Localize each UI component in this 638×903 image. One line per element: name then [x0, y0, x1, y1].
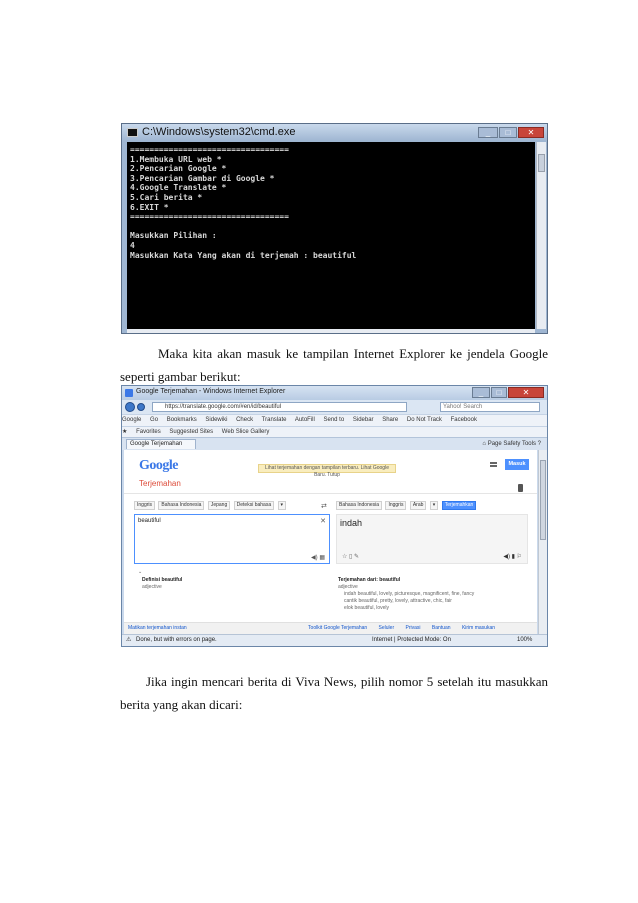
search-box[interactable]: Yahoo! Search: [440, 402, 540, 412]
toolbar-share[interactable]: Share: [382, 417, 399, 423]
status-bar: [122, 634, 547, 647]
cmd-line: =================================: [130, 145, 289, 154]
listen-keyboard-icon[interactable]: ◀) ▦: [311, 555, 325, 561]
cmd-line: [130, 222, 356, 232]
tab-tools: [482, 439, 541, 449]
paragraph1-line2: seperti gambar berikut:: [120, 369, 241, 384]
logo-text: Google: [139, 458, 178, 473]
src-lang-dropdown-icon[interactable]: ▾: [278, 501, 287, 510]
dict-row: cantik beautiful, pretty, lovely, attractive, chic, fair: [344, 598, 452, 604]
paragraph2-line2: berita yang akan dicari:: [120, 697, 243, 712]
help-icon[interactable]: ?: [537, 441, 541, 447]
google-logo[interactable]: [139, 458, 178, 474]
definition-pos: adjective: [142, 584, 162, 590]
translation-title: Terjemahan dari: beautiful: [338, 577, 401, 583]
toolbar-google[interactable]: Google: [122, 417, 142, 423]
translation-text: indah: [340, 518, 363, 528]
clear-icon[interactable]: ✕: [320, 518, 326, 525]
translation-heading: [338, 577, 400, 584]
favorites-button[interactable]: Favorites: [136, 429, 161, 435]
toolbar-dnt[interactable]: Do Not Track: [406, 417, 442, 423]
cmd-scrollbar[interactable]: [536, 142, 546, 329]
toolbar-facebook[interactable]: Facebook: [450, 417, 477, 423]
toolbar-check[interactable]: Check: [236, 417, 254, 423]
src-lang-indonesia[interactable]: Bahasa Indonesia: [158, 501, 204, 510]
home-icon[interactable]: ⌂: [482, 441, 487, 447]
rate-edit-icons[interactable]: ☆ ▯ ✎: [342, 554, 360, 560]
apps-menu-icon[interactable]: [490, 462, 497, 467]
ie-title-bar: [122, 386, 547, 400]
page-menu[interactable]: Page: [487, 441, 502, 447]
cmd-line: 4: [130, 240, 135, 250]
cmd-line: 5.Cari berita *: [130, 192, 203, 202]
dst-lang-arab[interactable]: Arab: [410, 501, 427, 510]
toolbar-autofill[interactable]: AutoFill: [294, 417, 315, 423]
source-text: beautiful: [138, 518, 161, 524]
address-bar: [122, 400, 547, 414]
ie-window: [121, 385, 548, 647]
status-zone: Internet | Protected Mode: On: [372, 637, 451, 643]
cmd-output: [130, 145, 356, 260]
cmd-line: 4.Google Translate *: [130, 183, 227, 193]
src-lang-inggris[interactable]: Inggris: [134, 501, 155, 510]
notice-banner: Lihat terjemahan dengan tampilan terbaru. Lihat Google Baru. Tutup: [258, 464, 396, 473]
status-text: Done, but with errors on page.: [136, 637, 217, 643]
dst-lang-indonesia[interactable]: Bahasa Indonesia: [336, 501, 382, 510]
tab-google-terjemahan[interactable]: Google Terjemahan: [126, 439, 196, 449]
paragraph2-line1: Jika ingin mencari berita di Viva News, pilih nomor 5 setelah itu masukkan: [146, 674, 548, 689]
footer-instant-off[interactable]: Matikan terjemahan instan: [128, 625, 187, 631]
dictionary-toggle[interactable]: ⌄: [138, 569, 143, 575]
source-text-area[interactable]: [134, 514, 330, 564]
footer-privacy[interactable]: Privasi: [405, 625, 421, 631]
ie-title: Google Terjemahan - Windows Internet Explorer: [136, 388, 286, 395]
definition-heading: [142, 577, 182, 584]
footer-toolkit[interactable]: Toolkit Google Terjemahan: [308, 625, 368, 631]
ie-maximize-button[interactable]: □: [491, 387, 507, 398]
translate-button[interactable]: Terjemahkan: [442, 501, 477, 510]
zoom-level[interactable]: 100%: [517, 637, 533, 643]
toolbar-sendto[interactable]: Send to: [323, 417, 345, 423]
cmd-bottom-edge: [127, 329, 535, 333]
listen-copy-icons[interactable]: ◀) ▮ ⚐: [503, 554, 522, 560]
translation-pos: adjective: [338, 584, 358, 590]
forward-icon[interactable]: [137, 403, 145, 411]
translation-output: [336, 514, 528, 564]
back-icon[interactable]: [125, 402, 135, 412]
cmd-title: C:\Windows\system32\cmd.exe: [142, 126, 296, 138]
toolbar-translate[interactable]: Translate: [261, 417, 287, 423]
suggested-sites[interactable]: Suggested Sites: [169, 429, 214, 435]
cmd-line: 3.Pencarian Gambar di Google *: [130, 173, 275, 183]
ie-scrollbar[interactable]: [538, 450, 547, 634]
source-language-bar: [134, 501, 288, 510]
target-language-bar: [336, 501, 478, 510]
google-toolbar: [122, 414, 547, 426]
footer-mobile[interactable]: Seluler: [378, 625, 395, 631]
web-slice-gallery[interactable]: Web Slice Gallery: [221, 429, 270, 435]
cmd-line: Masukkan Kata Yang akan di terjemah : beautiful: [130, 250, 357, 260]
toolbar-sidebar[interactable]: Sidebar: [352, 417, 374, 423]
cmd-line: 6.EXIT *: [130, 202, 169, 212]
status-warning-icon[interactable]: ⚠: [126, 637, 132, 643]
dict-row: indah beautiful, lovely, picturesque, magnificent, fine, fancy: [344, 591, 475, 597]
cmd-icon: [127, 128, 138, 137]
footer-feedback[interactable]: Kirim masukan: [461, 625, 496, 631]
page-subtitle: Terjemahan: [139, 479, 181, 488]
tab-row: [122, 437, 547, 450]
cmd-line: Masukkan Pilihan :: [130, 231, 217, 241]
close-button[interactable]: ✕: [518, 127, 544, 138]
login-button[interactable]: Masuk: [505, 459, 529, 470]
page-footer: [124, 622, 537, 634]
cmd-console[interactable]: [127, 142, 535, 329]
minimize-button[interactable]: _: [478, 127, 498, 138]
dict-row: elok beautiful, lovely: [344, 605, 390, 611]
page-content: [124, 450, 537, 634]
toolbar-bookmarks[interactable]: Bookmarks: [166, 417, 197, 423]
url-input[interactable]: https://translate.google.com/#en/id/beautiful: [152, 402, 407, 412]
dst-lang-dropdown-icon[interactable]: ▾: [430, 501, 439, 510]
google-favicon-icon: [125, 389, 133, 397]
cmd-line: 2.Pencarian Google *: [130, 164, 227, 174]
favorites-star-icon: ★: [122, 429, 128, 435]
toolbar-sidewiki[interactable]: Sidewiki: [205, 417, 228, 423]
toolbar-go[interactable]: Go: [150, 417, 159, 423]
cmd-title-bar: [122, 124, 547, 141]
src-lang-deteksi[interactable]: Deteksi bahasa: [234, 501, 274, 510]
paragraph1-line1: Maka kita akan masuk ke tampilan Internet Explorer ke jendela Google: [158, 346, 548, 361]
cmd-line: =================================: [130, 212, 289, 222]
divider: [124, 493, 537, 494]
ie-minimize-button[interactable]: _: [472, 387, 490, 398]
maximize-button[interactable]: □: [499, 127, 517, 138]
cmd-window: [121, 123, 548, 334]
ie-close-button[interactable]: ✕: [508, 387, 544, 398]
scroll-thumb[interactable]: [538, 154, 545, 172]
cmd-line: 1.Membuka URL web *: [130, 154, 222, 164]
tools-menu[interactable]: Tools: [521, 441, 536, 447]
dst-lang-inggris[interactable]: Inggris: [385, 501, 406, 510]
mobile-icon[interactable]: [518, 484, 523, 492]
footer-help[interactable]: Bantuan: [431, 625, 451, 631]
swap-languages-icon[interactable]: ⇄: [321, 503, 327, 510]
ie-scroll-thumb[interactable]: [540, 460, 546, 540]
src-lang-jepang[interactable]: Jepang: [208, 501, 230, 510]
safety-menu[interactable]: Safety: [503, 441, 521, 447]
definition-title: Definisi beautiful: [142, 577, 183, 583]
